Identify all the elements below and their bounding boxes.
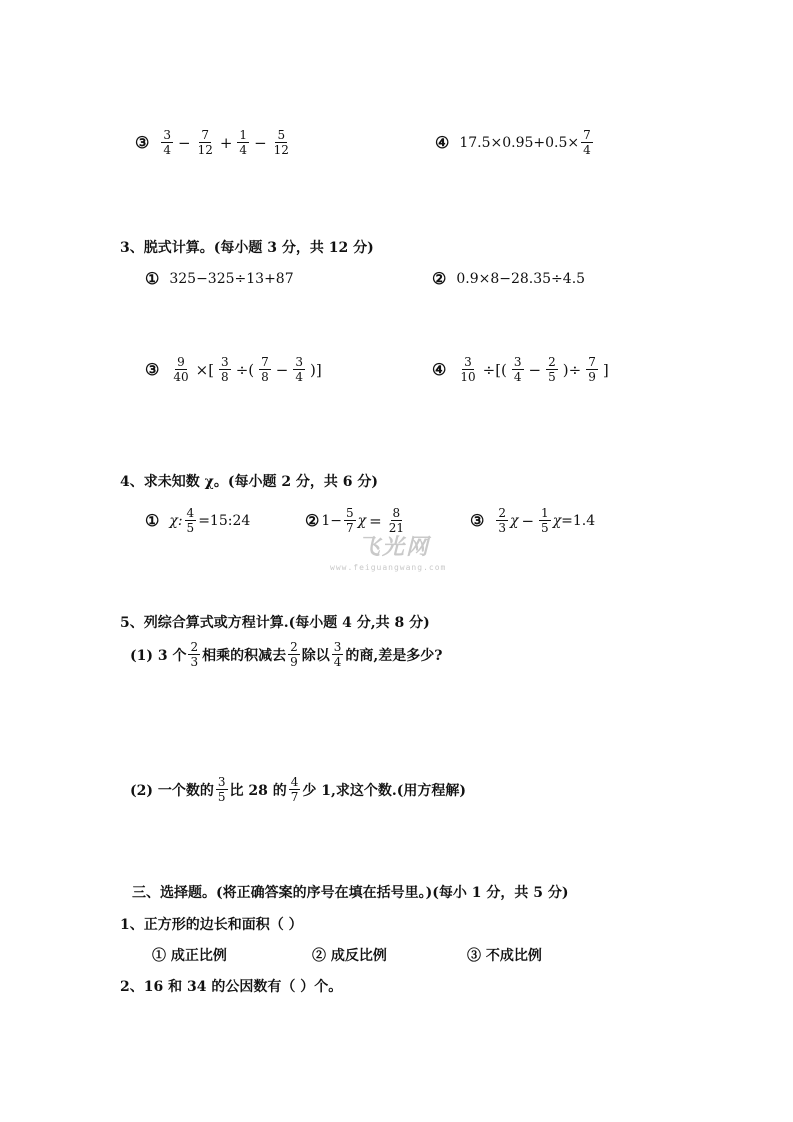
item-marker: ① xyxy=(145,511,160,530)
fraction: $\frac{1}{4}$ xyxy=(239,128,248,157)
operator: − xyxy=(254,133,267,152)
expr-4-1 xyxy=(145,506,250,535)
fraction: $\frac{5}{12}$ xyxy=(273,128,289,157)
fraction: $\frac{5}{7}$ xyxy=(345,506,354,535)
expression: χ: xyxy=(169,512,183,529)
expr-2-4 xyxy=(435,128,595,157)
expression: 325−325÷13+87 xyxy=(169,270,294,287)
fraction: $\frac{1}{5}$ xyxy=(541,506,549,535)
question-text: 少 1,求这个数.(用方程解) xyxy=(302,782,467,799)
fraction: $\frac{3}{10}$ xyxy=(460,355,476,384)
operator: ] xyxy=(602,360,609,379)
fraction: $\frac{7}{12}$ xyxy=(197,128,213,157)
choice-question-1: 1、正方形的边长和面积（ ） xyxy=(120,917,303,933)
variable: χ xyxy=(357,512,367,529)
item-marker: ③ xyxy=(470,511,485,530)
watermark xyxy=(330,530,446,572)
section-3-heading: 3、脱式计算。(每小题 3 分，共 12 分) xyxy=(120,240,374,256)
expr-3-1 xyxy=(145,269,294,288)
question-text: (2) 一个数的 xyxy=(130,782,214,799)
fraction: $\frac{2}{9}$ xyxy=(290,640,298,669)
question-text: 除以 xyxy=(301,647,330,664)
question-5-1 xyxy=(130,640,442,669)
fraction: $\frac{8}{21}$ xyxy=(388,506,404,535)
operator: − xyxy=(275,360,289,379)
question-5-2 xyxy=(130,775,466,804)
expression: 1− xyxy=(321,512,342,529)
expr-3-3 xyxy=(145,355,325,384)
operator: − xyxy=(528,360,542,379)
expression: =1.4 xyxy=(561,512,596,529)
fraction: $\frac{4}{7}$ xyxy=(290,775,299,804)
operator: + xyxy=(219,133,233,152)
operator: − xyxy=(177,133,191,152)
expression: 0.9×8−28.35÷4.5 xyxy=(456,270,586,287)
question-text: (1) 3 个 xyxy=(130,647,187,664)
expr-4-3 xyxy=(470,506,595,535)
expr-3-4 xyxy=(432,355,612,384)
fraction: $\frac{2}{3}$ xyxy=(190,640,199,669)
fraction: $\frac{3}{4}$ xyxy=(163,128,171,157)
fraction: $\frac{7}{4}$ xyxy=(583,128,591,157)
watermark-url: www.feiguangwang.com xyxy=(330,563,447,572)
choice-option-1: ① 成正比例 xyxy=(152,948,227,964)
fraction: $\frac{7}{8}$ xyxy=(261,355,269,384)
operator: − xyxy=(521,511,535,530)
item-marker: ③ xyxy=(145,360,160,379)
item-marker: ④ xyxy=(435,133,450,152)
fraction: $\frac{7}{9}$ xyxy=(588,355,596,384)
section-5-heading: 5、列综合算式或方程计算.(每小题 4 分,共 8 分) xyxy=(120,615,430,631)
fraction: $\frac{2}{5}$ xyxy=(548,355,556,384)
operator: )] xyxy=(309,360,322,379)
choice-option-3: ③ 不成比例 xyxy=(467,948,542,964)
watermark-brand: 飞光网 xyxy=(358,534,431,560)
item-marker: ① xyxy=(145,269,160,288)
item-marker: ② xyxy=(305,511,320,530)
choice-section-heading: 三、选择题。(将正确答案的序号在填在括号里。)(每小 1 分，共 5 分) xyxy=(132,885,569,901)
operator: ×[ xyxy=(195,360,215,379)
expression: =15:24 xyxy=(198,512,251,529)
fraction: $\frac{3}{4}$ xyxy=(295,355,303,384)
question-text: 的商,差是多少? xyxy=(345,647,443,664)
variable: χ xyxy=(509,512,519,529)
item-marker: ③ xyxy=(135,133,150,152)
fraction: $\frac{2}{3}$ xyxy=(498,506,506,535)
variable: χ xyxy=(552,512,562,529)
fraction: $\frac{3}{4}$ xyxy=(513,355,522,384)
question-text: 比 28 的 xyxy=(229,782,287,799)
fraction: $\frac{3}{5}$ xyxy=(217,775,226,804)
operator: = xyxy=(369,511,382,530)
expression: 17.5×0.95+0.5× xyxy=(459,134,580,151)
fraction: $\frac{3}{8}$ xyxy=(221,355,229,384)
expr-2-3 xyxy=(135,128,293,157)
expr-3-2 xyxy=(432,269,585,288)
item-marker: ② xyxy=(432,269,447,288)
fraction: $\frac{9}{40}$ xyxy=(173,355,189,384)
section-4-heading: 4、求未知数 χ。(每小题 2 分，共 6 分) xyxy=(120,474,379,490)
choice-question-2: 2、16 和 34 的公因数有（ ）个。 xyxy=(120,979,343,995)
operator: ÷[( xyxy=(482,360,507,379)
fraction: $\frac{4}{5}$ xyxy=(186,506,195,535)
item-marker: ④ xyxy=(432,360,447,379)
operator: ÷( xyxy=(235,360,255,379)
choice-option-2: ② 成反比例 xyxy=(312,948,387,964)
operator: )÷ xyxy=(562,360,582,379)
fraction: $\frac{3}{4}$ xyxy=(333,640,342,669)
question-text: 相乘的积减去 xyxy=(202,647,287,664)
